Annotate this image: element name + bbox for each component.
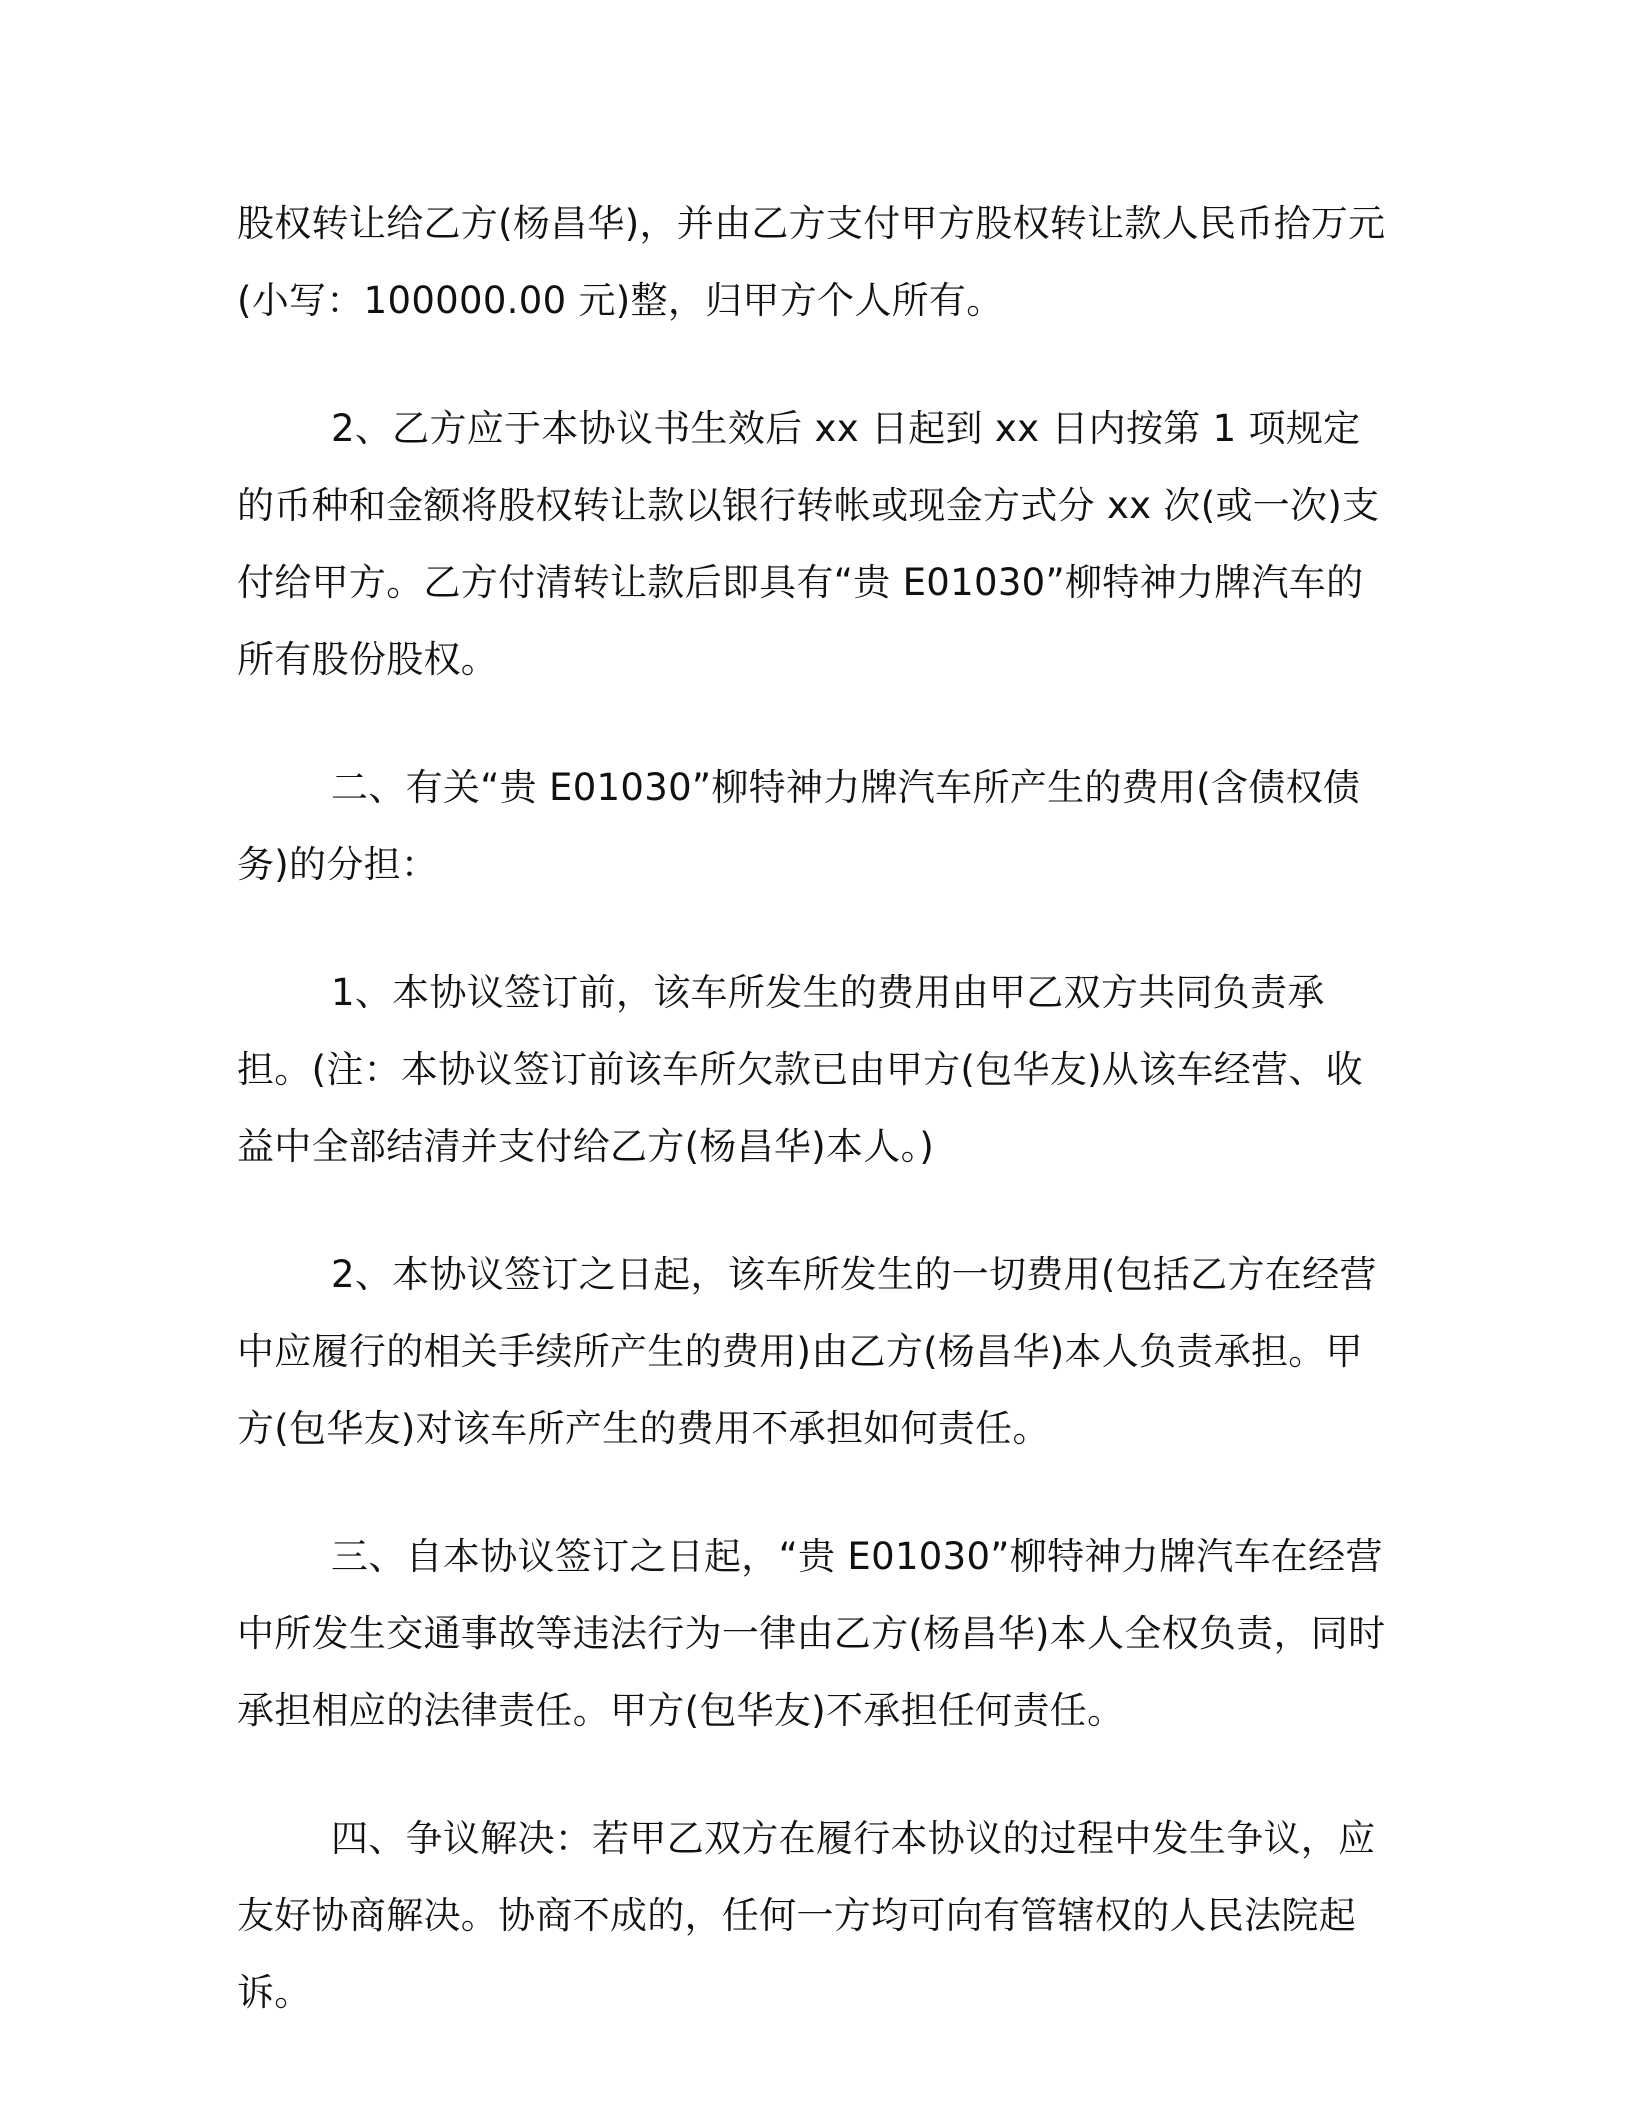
- paragraph-section-3-liability: 三、自本协议签订之日起，“贵 E01030”柳特神力牌汽车在经营中所发生交通事故等违法行为一律由乙方(杨昌华)本人全权负责，同时承担相应的法律责任。甲方(包华友)不承担任何责任。: [237, 1535, 1386, 1732]
- paragraph-costs-after-signing: 2、本协议签订之日起，该车所发生的一切费用(包括乙方在经营中应履行的相关手续所产生的费用)由乙方(杨昌华)本人负责承担。甲方(包华友)对该车所产生的费用不承担如何责任。: [237, 1253, 1377, 1450]
- paragraph-clause-2-payment-terms: 2、乙方应于本协议书生效后 xx 日起到 xx 日内按第 1 项规定的币种和金额将股权转让款以银行转帐或现金方式分 xx 次(或一次)支付给甲方。乙方付清转让款后即具有“贵 E01030”柳特神力牌汽车的所有股份股权。: [237, 407, 1380, 681]
- document-body: [237, 185, 1387, 2082]
- paragraph-section-2-cost-sharing-heading: 二、有关“贵 E01030”柳特神力牌汽车所产生的费用(含债权债务)的分担：: [237, 766, 1361, 886]
- paragraph-costs-before-signing: 1、本协议签订前，该车所发生的费用由甲乙双方共同负责承担。(注：本协议签订前该车所欠款已由甲方(包华友)从该车经营、收益中全部结清并支付给乙方(杨昌华)本人。): [237, 971, 1363, 1168]
- paragraph-share-transfer-payment: 股权转让给乙方(杨昌华)，并由乙方支付甲方股权转让款人民币拾万元(小写：100000.00 元)整，归甲方个人所有。: [237, 202, 1386, 322]
- paragraph-section-4-dispute-resolution: 四、争议解决：若甲乙双方在履行本协议的过程中发生争议，应友好协商解决。协商不成的，任何一方均可向有管辖权的人民法院起诉。: [237, 1817, 1376, 2014]
